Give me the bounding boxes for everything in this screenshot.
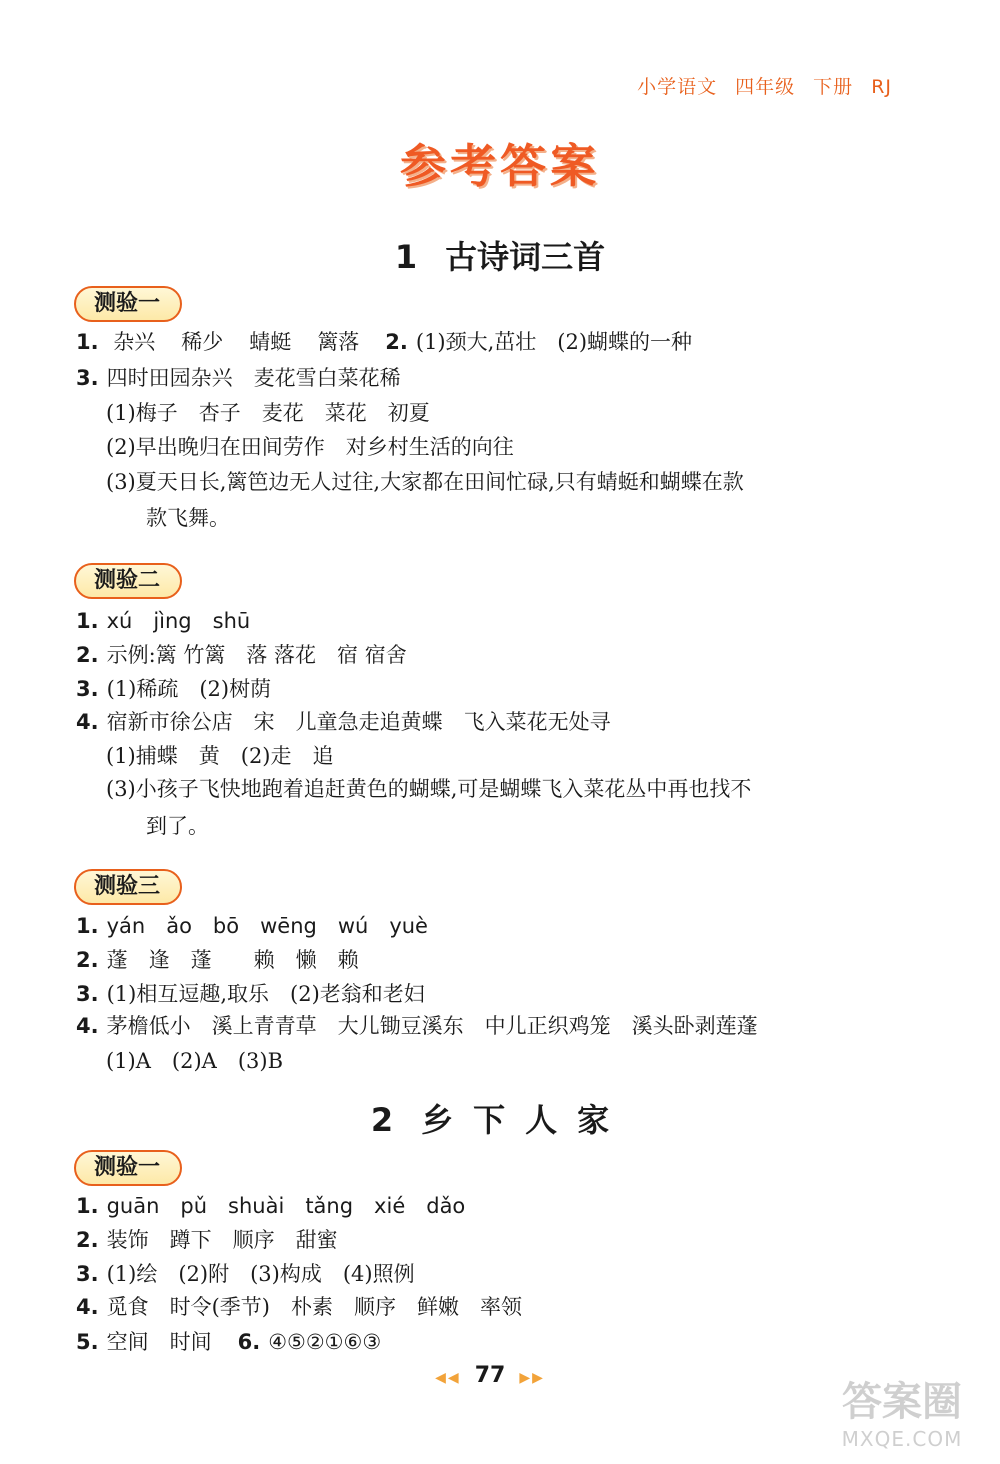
watermark-main: 答案圈 <box>842 1379 962 1425</box>
page-header <box>619 72 892 99</box>
answer-line: 4. 宿新市徐公店 宋 儿童急走追黄蝶 飞入菜花无处寻 <box>76 710 611 734</box>
page-title: 参考答案 <box>400 139 600 193</box>
answer-line: 3. 四时田园杂兴 麦花雪白菜花稀 <box>76 366 401 390</box>
answer-line: 1. xú jìng shū <box>76 609 251 633</box>
answer-line: 3. (1)相互逗趣,取乐 (2)老翁和老妇 <box>76 982 425 1006</box>
watermark-site: MXQE.COM <box>841 1427 963 1451</box>
quiz-badge: 测验二 <box>74 563 182 599</box>
answer-line: (1)梅子 杏子 麦花 菜花 初夏 <box>106 401 430 425</box>
answer-line: (1)A (2)A (3)B <box>106 1049 284 1073</box>
lesson-title: 古诗词三首 <box>445 238 606 276</box>
header-subject: 小学语文 <box>637 76 718 98</box>
left-arrows-icon: ◀◀ <box>435 1370 461 1386</box>
answer-line: 到了。 <box>146 814 209 838</box>
answer-line: 4. 觅食 时令(季节) 朴素 顺序 鲜嫩 率领 <box>76 1295 522 1319</box>
quiz-badge: 测验一 <box>74 286 182 322</box>
lesson-1-heading <box>0 232 1000 278</box>
quiz-badge: 测验三 <box>74 869 182 905</box>
answer-line: 2. 装饰 蹲下 顺序 甜蜜 <box>76 1228 338 1252</box>
header-edition: RJ <box>871 76 892 98</box>
header-term: 下册 <box>813 76 854 98</box>
answer-line: (3)夏天日长,篱笆边无人过往,大家都在田间忙碌,只有蜻蜓和蝴蝶在款 <box>106 470 744 494</box>
answer-line: (3)小孩子飞快地跑着追赶黄色的蝴蝶,可是蝴蝶飞入菜花丛中再也找不 <box>106 777 752 801</box>
answer-line: 款飞舞。 <box>146 506 230 530</box>
answer-line: 3. (1)稀疏 (2)树荫 <box>76 677 272 701</box>
quiz-badge: 测验一 <box>74 1150 182 1186</box>
page-number: 77 <box>474 1363 506 1388</box>
answer-line: 2. 蓬 逢 蓬 赖 懒 赖 <box>76 948 359 972</box>
answer-line: 1. yán ǎo bō wēng wú yuè <box>76 914 428 938</box>
answer-line: 2. 示例:篱 竹篱 落 落花 宿 宿舍 <box>76 643 407 667</box>
answer-line: 3. (1)绘 (2)附 (3)构成 (4)照例 <box>76 1262 415 1286</box>
lesson-number: 2 <box>370 1101 394 1139</box>
answer-line: (2)早出晚归在田间劳作 对乡村生活的向往 <box>106 435 514 459</box>
lesson-title: 乡下人家 <box>421 1101 630 1139</box>
header-grade: 四年级 <box>735 76 796 98</box>
lesson-2-heading <box>0 1095 1000 1141</box>
answer-line: 1. 杂兴 稀少 蜻蜓 篱落 2. (1)颈大,茁壮 (2)蝴蝶的一种 <box>76 330 693 354</box>
answer-line: 1. guān pǔ shuài tǎng xié dǎo <box>76 1194 466 1218</box>
answer-line: 5. 空间 时间 6. ④⑤②①⑥③ <box>76 1330 382 1354</box>
answer-line: 4. 茅檐低小 溪上青青草 大儿锄豆溪东 中儿正织鸡笼 溪头卧剥莲蓬 <box>76 1014 758 1038</box>
lesson-number: 1 <box>394 238 418 276</box>
answer-line: (1)捕蝶 黄 (2)走 追 <box>106 744 334 768</box>
watermark-logo <box>832 1370 972 1450</box>
right-arrows-icon: ▶▶ <box>519 1370 545 1386</box>
